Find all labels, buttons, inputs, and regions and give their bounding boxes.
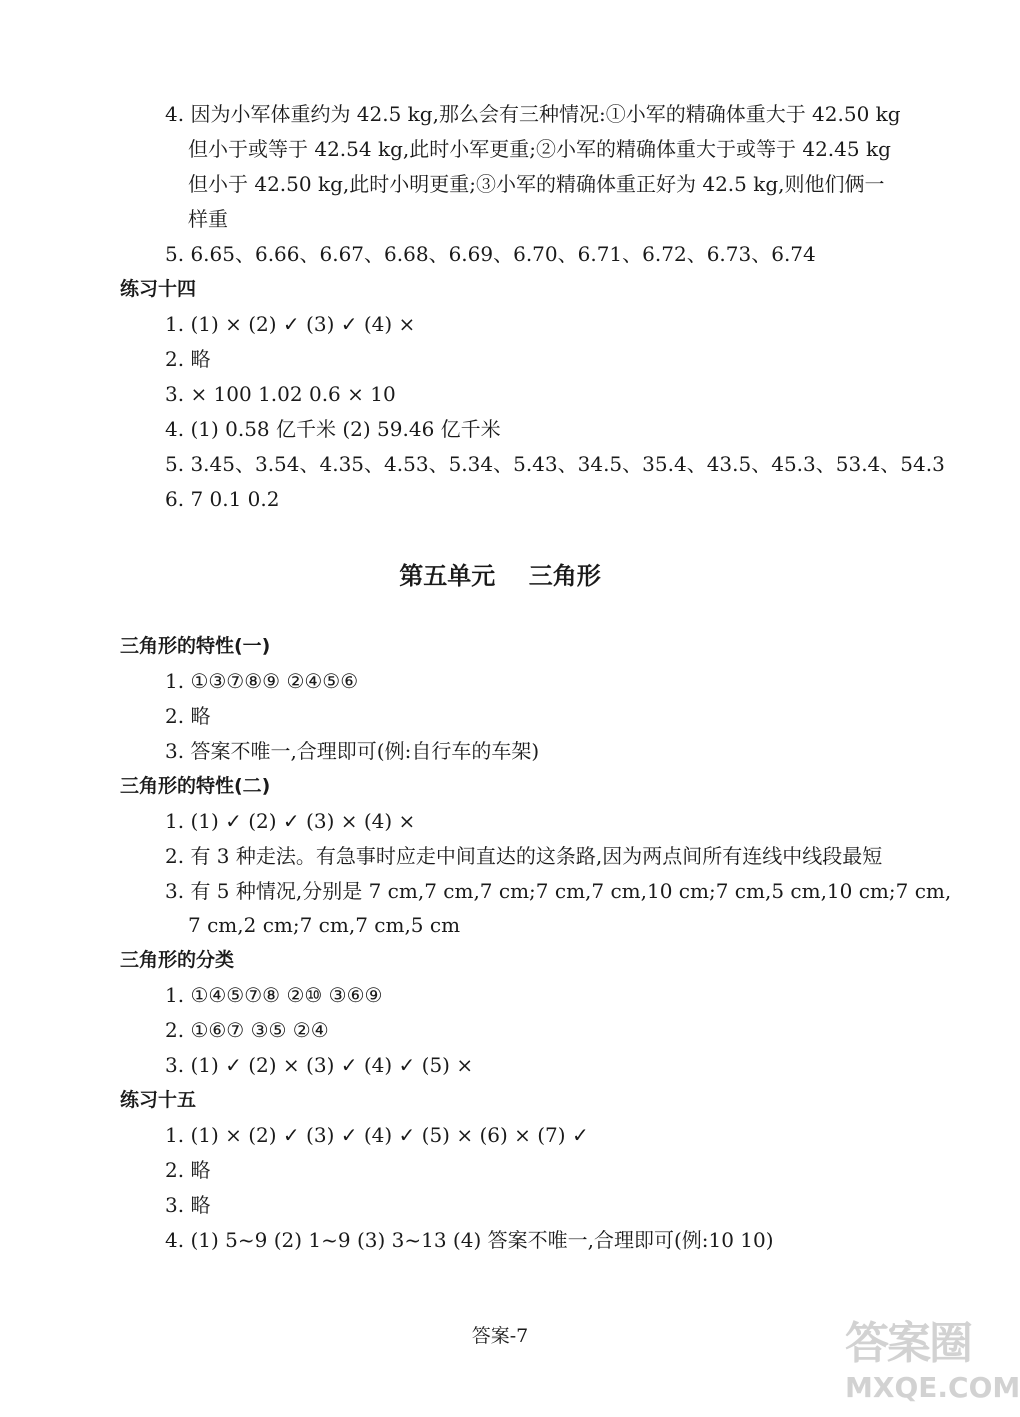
tri1-item-3: 3. 答案不唯一,合理即可(例:自行车的车架) (165, 739, 540, 763)
q4-line-4: 样重 (188, 207, 228, 231)
ex15-item-2: 2. 略 (165, 1158, 211, 1182)
q5-answer: 5. 6.65、6.66、6.67、6.68、6.69、6.70、6.71、6.72、6.73、6.74 (165, 242, 816, 266)
ex15-item-3: 3. 略 (165, 1193, 211, 1217)
ex15-item-4: 4. (1) 5~9 (2) 1~9 (3) 3~13 (4) 答案不唯一,合理即可(例:10 10) (165, 1228, 774, 1252)
ex14-item-1: 1. (1) × (2) ✓ (3) ✓ (4) × (165, 312, 416, 336)
ex14-item-3: 3. × 100 1.02 0.6 × 10 (165, 382, 396, 406)
ex14-item-2: 2. 略 (165, 347, 211, 371)
tri1-item-2: 2. 略 (165, 704, 211, 728)
tri1-item-1: 1. ①③⑦⑧⑨ ②④⑤⑥ (165, 669, 359, 693)
q4-line-3: 但小于 42.50 kg,此时小明更重;③小军的精确体重正好为 42.5 kg,则他们俩一 (188, 172, 885, 196)
tri2-item-1: 1. (1) ✓ (2) ✓ (3) × (4) × (165, 809, 416, 833)
ex14-item-4: 4. (1) 0.58 亿千米 (2) 59.46 亿千米 (165, 417, 501, 441)
watermark-text-bottom: MXQE.COM (845, 1371, 1020, 1404)
tri-class-item-2: 2. ①⑥⑦ ③⑤ ②④ (165, 1018, 329, 1042)
ex14-item-5: 5. 3.45、3.54、4.35、4.53、5.34、5.43、34.5、35.4、43.5、45.3、53.4、54.3 (165, 452, 945, 476)
tri2-item-2: 2. 有 3 种走法。有急事时应走中间直达的这条路,因为两点间所有连线中线段最短 (165, 844, 883, 868)
section-heading-tri2: 三角形的特性(二) (120, 775, 271, 797)
section-heading-ex15: 练习十五 (120, 1089, 197, 1111)
page-number: 答案-7 (471, 1325, 529, 1347)
ex14-item-6: 6. 7 0.1 0.2 (165, 487, 280, 511)
section-heading-tri-class: 三角形的分类 (120, 949, 235, 971)
tri2-item-3-continuation: 7 cm,2 cm;7 cm,7 cm,5 cm (188, 913, 461, 937)
q4-line-1: 4. 因为小军体重约为 42.5 kg,那么会有三种情况:①小军的精确体重大于 42.50 kg (165, 102, 901, 126)
q4-line-2: 但小于或等于 42.54 kg,此时小军更重;②小军的精确体重大于或等于 42.45 kg (188, 137, 891, 161)
tri2-item-3: 3. 有 5 种情况,分别是 7 cm,7 cm,7 cm;7 cm,7 cm,10 cm;7 cm,5 cm,10 cm;7 cm, (165, 879, 952, 903)
ex15-item-1: 1. (1) × (2) ✓ (3) ✓ (4) ✓ (5) × (6) × (7) ✓ (165, 1123, 589, 1147)
tri-class-item-3: 3. (1) ✓ (2) × (3) ✓ (4) ✓ (5) × (165, 1053, 474, 1077)
tri-class-item-1: 1. ①④⑤⑦⑧ ②⑩ ③⑥⑨ (165, 983, 383, 1007)
watermark-text-top: 答案圈 (845, 1318, 971, 1369)
unit-title: 第五单元 三角形 (399, 562, 601, 590)
section-heading-tri1: 三角形的特性(一) (120, 635, 271, 657)
section-heading-ex14: 练习十四 (120, 278, 197, 300)
